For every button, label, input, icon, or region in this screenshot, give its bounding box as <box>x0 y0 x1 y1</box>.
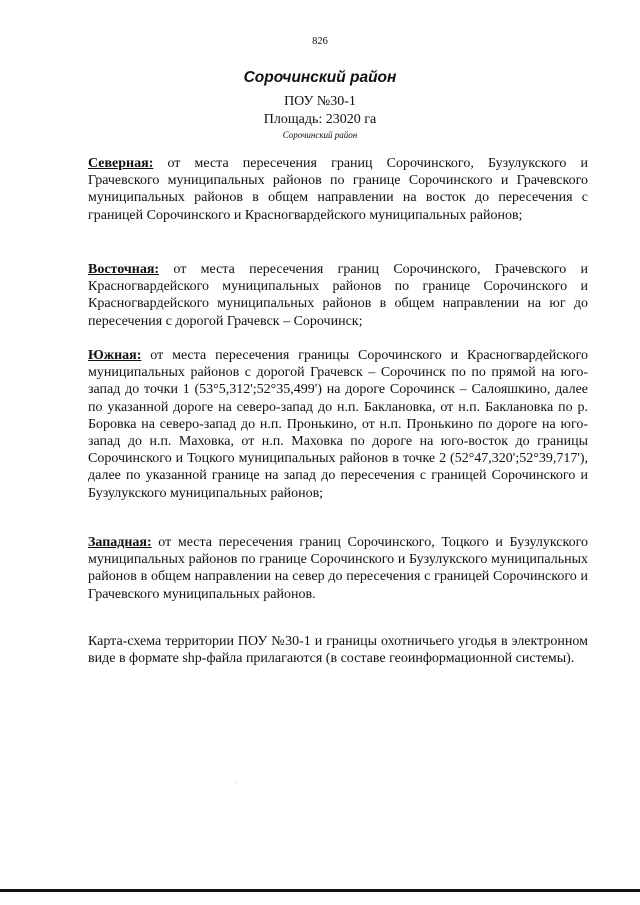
page-number: 826 <box>312 36 328 47</box>
hunting-ground-id: ПОУ №30-1 <box>284 94 356 109</box>
boundary-south <box>88 347 588 502</box>
page-title: Сорочинский район <box>243 69 397 86</box>
bottom-rule <box>0 889 640 892</box>
boundary-north <box>88 155 588 224</box>
boundary-text: от места пересечения границ Сорочинского, Тоцкого и Бузулукского муниципальных районов по границе Сорочинского и Бузулукского муниципальных районов в общем направлении на север до пересечения с границей Сорочинского и Грачевского муниципальных районов. <box>88 535 588 602</box>
boundary-text: от места пересечения границ Сорочинского, Бузулукского и Грачевского муниципальных районов по границе Сорочинского и Грачевского муниципальных районов в общем направлении на восток до пересечения с границей Сорочинского и Красногвардейского муниципальных районов; <box>88 156 588 223</box>
boundary-west <box>88 534 588 603</box>
boundary-text: от места пересечения границы Сорочинского и Красногвардейского муниципальных районов с дорогой Грачевск – Сорочинск по по прямой на юго-запад до точки 1 (53°5,312';52°35,499') на дороге Сорочинск – Салояшкино, далее по указанной дороге на северо-запад до н.п. Баклановка, от н.п. Баклановка по р. Боровка на северо-запад до н.п. Пронькино, от н.п. Пронькино по дороге на юго-запад до н.п. Маховка, от н.п. Маховка по дороге на юго-восток до границы Сорочинского и Тоцкого муниципальных районов в точке 2 (52°47,320';52°39,717'), далее по указанной границе на запад до пересечения с границей Сорочинского и Бузулукского муниципальных районов; <box>88 348 588 501</box>
scan-speck <box>236 782 237 783</box>
boundary-east <box>88 261 588 330</box>
boundary-label: Западная: <box>88 535 152 550</box>
boundary-text: от места пересечения границ Сорочинского, Грачевского и Красногвардейского муниципальных районов по границе Сорочинского и Красногвардейского муниципальных районов в общем направлении на юг до пересечения с дорогой Грачевск – Сорочинск; <box>88 262 588 329</box>
boundary-label: Северная: <box>88 156 154 171</box>
map-note: Карта-схема территории ПОУ №30-1 и границы охотничьего угодья в электронном виде в формате shp-файла прилагаются (в составе геоинформационной системы). <box>88 634 588 667</box>
area-line: Площадь: 23020 га <box>263 112 377 127</box>
boundary-label: Южная: <box>88 348 142 363</box>
boundary-label: Восточная: <box>88 262 160 277</box>
district-caption: Сорочинский район <box>282 130 358 140</box>
